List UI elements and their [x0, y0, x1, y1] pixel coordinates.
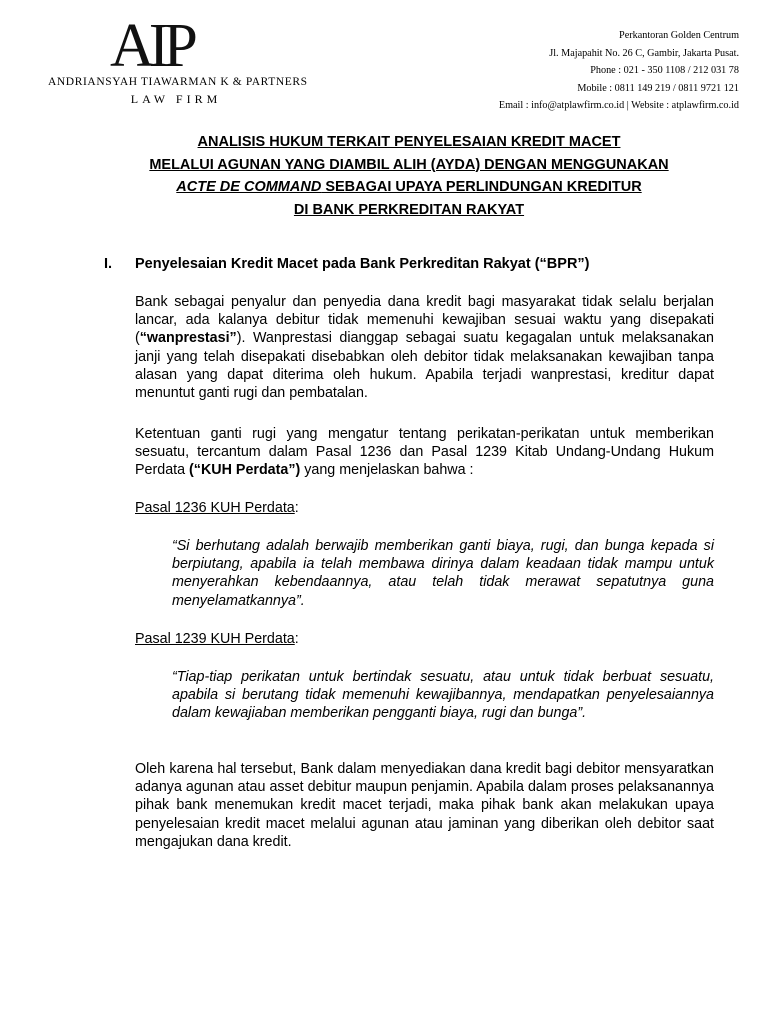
- contact-address: Jl. Majapahit No. 26 C, Gambir, Jakarta Pusat.: [549, 47, 739, 59]
- section-title: Penyelesaian Kredit Macet pada Bank Perkreditan Rakyat (“BPR”): [135, 256, 590, 272]
- para2-bold-term: (“KUH Perdata”): [189, 462, 301, 479]
- title-line-2: MELALUI AGUNAN YANG DIAMBIL ALIH (AYDA) DENGAN MENGGUNAKAN: [149, 156, 669, 173]
- document-title: [60, 131, 758, 221]
- pasal-1236-link-text: Pasal 1236 KUH Perdata: [135, 500, 295, 516]
- pasal-1236-colon: :: [294, 500, 299, 516]
- paragraph-agunan: Oleh karena hal tersebut, Bank dalam menyediakan dana kredit bagi debitor mensyaratkan adanya agunan atau asset debitur maupun penjamin. Apabila dalam proses pelaksanannya pihak bank menemukan kredit macet terjadi, maka pihak bank akan melakukan upaya penyelesaian kredit macet melalui agunan atau jaminan yang diberikan oleh debitor saat mengajukan dana kredit.: [135, 761, 714, 850]
- pasal-1239-label: [135, 630, 714, 648]
- title-line-3: [60, 176, 758, 199]
- firm-subtitle: LAW FIRM: [130, 92, 222, 106]
- contact-office: Perkantoran Golden Centrum: [619, 30, 739, 41]
- pasal-1239-link-text: Pasal 1239 KUH Perdata: [135, 631, 295, 647]
- contact-block: [499, 27, 739, 115]
- paragraph-wanprestasi: [135, 293, 714, 402]
- pasal-1239-quote: “Tiap-tiap perikatan untuk bertindak sesuatu, atau untuk tidak berbuat sesuatu, apabila si berutang tidak memenuhi kewajibannya, mendapatkan penyelesaiannya dalam kewajiaban memberikan pengganti biaya, rugi dan bunga”.: [172, 669, 714, 722]
- title-line-3-rest: SEBAGAI UPAYA PERLINDUNGAN KREDITUR: [321, 179, 642, 195]
- contact-mobile: Mobile : 0811 149 219 / 0811 9721 121: [577, 82, 739, 94]
- para1-text-b: ). Wanprestasi dianggap sebagai suatu kegagalan untuk melaksanakan janji yang telah disepakati disebabkan oleh debitor tidak melaksanakan kewajiban tanpa alasan yang dapat diterima oleh hukum. Apabila terjadi wanprestasi, kreditur dapat menuntut ganti rugi dan pembatalan.: [135, 330, 714, 402]
- pasal-1239-colon: :: [294, 631, 299, 647]
- para2-text-b: yang menjelaskan bahwa :: [300, 462, 474, 479]
- contact-phone: Phone : 021 - 350 1108 / 212 031 78: [590, 65, 739, 76]
- para2-text-a: Ketentuan ganti rugi yang mengatur tentang perikatan-perikatan untuk memberikan sesuatu, tercantum dalam Pasal 1236 dan Pasal 1239 Kitab Undang-Undang Hukum Perdata: [135, 426, 714, 479]
- title-line-1: ANALISIS HUKUM TERKAIT PENYELESAIAN KREDIT MACET: [197, 134, 621, 150]
- firm-name: ANDRIANSYAH TIAWARMAN K & PARTNERS: [48, 76, 308, 88]
- title-line-4: DI BANK PERKREDITAN RAKYAT: [293, 201, 525, 218]
- para1-text-a: Bank sebagai penyalur dan penyedia dana kredit bagi masyarakat tidak selalu berjalan lancar, ada kalanya debitur tidak memenuhi kewajiban sesuai waktu yang disepakati (: [135, 294, 714, 347]
- pasal-1236-quote: “Si berhutang adalah berwajib memberikan ganti biaya, rugi, dan bunga kepada si berpiutang, apabila ia telah membawa dirinya dalam keadaan tidak mampu untuk menyerahkan kebendaannya, atau telah tidak merawat sepatutnya guna menyelamatkannya”.: [172, 538, 714, 609]
- contact-email-website: Email : info@atplawfirm.co.id | Website : atplawfirm.co.id: [498, 100, 739, 111]
- para1-bold-term: “wanprestasi”: [139, 330, 237, 347]
- paragraph-ganti-rugi: [135, 425, 714, 480]
- section-number: I.: [104, 256, 113, 272]
- svg-text:AIP: AIP: [110, 16, 192, 72]
- title-italic-term: ACTE DE COMMAND: [176, 179, 322, 195]
- atp-logo-icon: [110, 16, 242, 72]
- pasal-1236-label: [135, 499, 714, 517]
